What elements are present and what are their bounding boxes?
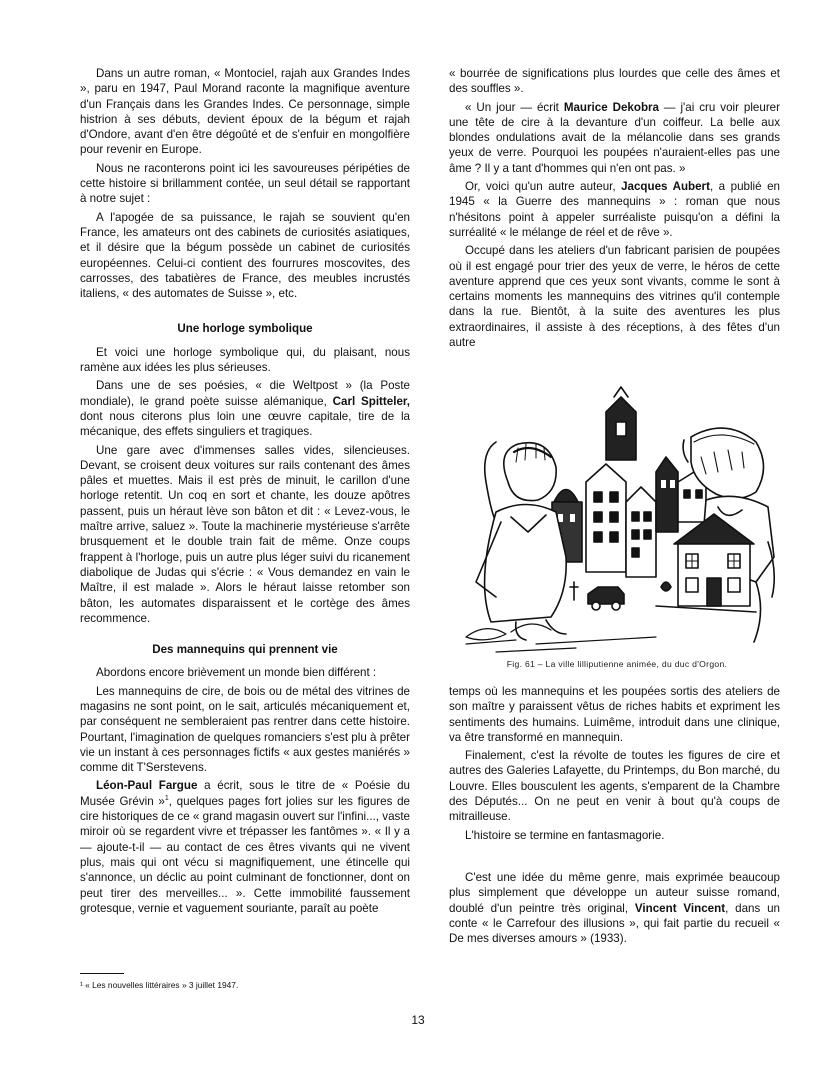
text-run: , dans un conte « le Carrefour des illusions », qui fait partie du recueil « De mes diverses amours » (1933). (449, 901, 780, 946)
text-run: a écrit, sous le titre de « Poésie du Musée Grévin » (80, 779, 410, 808)
section-heading: Des mannequins qui prennent vie (152, 643, 338, 657)
spacer (449, 846, 780, 870)
text-run: C'est une idée du même genre, mais exprimée beaucoup plus simplement que développe un auteur suisse romand, doublé d'un peintre très original, (449, 870, 780, 915)
figure (456, 382, 778, 670)
section-heading: Une horloge symbolique (177, 322, 313, 336)
paragraph: Et voici une horloge symbolique qui, du plaisant, nous ramène aux idées les plus sérieuses. (80, 345, 410, 375)
author-name: Léon-Paul Fargue (96, 779, 198, 793)
paragraph (80, 378, 410, 439)
page-number: 13 (411, 1013, 425, 1027)
author-name: Vincent Vincent (634, 901, 726, 915)
paragraph (449, 100, 780, 176)
right-column-lower-text (449, 684, 780, 946)
footnote-divider (80, 973, 124, 974)
paragraph: Abordons encore brièvement un monde bien différent : (96, 666, 377, 680)
paragraph (80, 778, 410, 916)
paragraph (449, 179, 780, 240)
paragraph: Finalement, c'est la révolte de toutes les figures de cire et autres des Galeries Lafayette, du Printemps, du Bon marché, du Louvre. Elles bousculent les agents, s'emparent de la Chambre des Députés... On ne peut en venir à bout qu'à coups de mitrailleuse. (449, 749, 780, 824)
author-name: Carl Spitteler, (332, 394, 410, 408)
footnote: ¹ « Les nouvelles littéraires » 3 juillet 1947. (80, 980, 239, 990)
footnote-marker: 1 (164, 794, 169, 802)
right-column-lower (449, 684, 780, 949)
paragraph: Les mannequins de cire, de bois ou de métal des vitrines de magasins ne sont point, on le sait, articulés mécaniquement et, par conséquent ne sembleraient pas rentrer dans cette histoire. Pourtant, l'imagination de quelques romanciers s'est plu à prêter vie un instant à ces personnages fictifs « aux gestes maniérés » comme dit T'Serstevens. (80, 684, 410, 775)
paragraph: Nous ne raconterons point ici les savoureuses péripéties de cette histoire si brillamment contée, un seul détail se rapportant à notre sujet : (80, 161, 410, 206)
author-name: Maurice Dekobra (563, 100, 659, 114)
left-column (80, 66, 410, 919)
text-run: Or, voici qu'un autre auteur, (465, 180, 622, 194)
paragraph: Occupé dans les ateliers d'un fabricant parisien de poupées où il est engagé pour trier des yeux de verre, le héros de cette aventure apprend que ces yeux sont vivants, comme le sont à certains moments les mannequins des vitrines qu'il contemple dans la rue. Bientôt, à la suite des aventures les plus extraordinaires, il assiste à des réceptions, à des fêtes d'un autre (449, 244, 780, 350)
paragraph: « bourrée de significations plus lourdes que celle des âmes et des souffles ». (449, 67, 780, 96)
text-run: , a publié en 1945 « la Guerre des mannequins » : roman que nous n'hésitons point à appeler surréaliste puisqu'on a défini la surréalité « le mélange de réel et de rêve ». (449, 180, 780, 239)
paragraph (449, 870, 780, 946)
paragraph: temps où les mannequins et les poupées sortis des ateliers de son maître y paraissent vêtus de riches habits et expriment les sentiments des humains. Luimême, introduit dans une clinique, va être transformé en mannequin. (449, 685, 780, 744)
text-run: Dans une de ses poésies, « die Weltpost » (la Poste mondiale), le grand poète suisse alémanique, (80, 379, 410, 408)
author-name: Jacques Aubert (621, 180, 710, 194)
text-run: — j'ai cru voir pleurer une tête de cire à la devanture d'un coiffeur. La belle aux blondes ondulations avait de la mélancolie dans ses grands yeux de verre. Pourquoi les poupées n'auraient-elles pas une âme ? Il y a tant d'hommes qui n'en ont pas. » (449, 100, 780, 175)
text-run: dont nous citerons plus loin une œuvre capitale, tire de la mécanique, des effets singuliers et tragiques. (80, 409, 410, 439)
paragraph: Une gare avec d'immenses salles vides, silencieuses. Devant, se croisent deux voitures sur rails contenant des âmes pâles et muettes. Mais il est près de minuit, le carillon d'une horloge retentit. Un coq en sort et chante, les douze apôtres passent, puis un héraut lève son bâton et dit : « Levez-vous, le maître arrive, saluez ». Toute la machinerie mystérieuse s'arrête brusquement et le double train fait de même. Onze coups frappent à l'horloge, puis un autre plus léger suivi du ricanement diabolique de Judas qui s'écrie : « Vous demandez en vain le Maître, il est malade ». Alors le héraut laisse retomber son bâton, les automates disparaissent et le cortège des âmes recommence. (80, 443, 410, 625)
paragraph: L'histoire se termine en fantasmagorie. (465, 828, 665, 842)
text-run: , quelques pages fort jolies sur les figures de cire historiques de ce « grand magasin ouvert sur l'infini..., vaste miroir où se regardent vivre et trépasser les fantômes ». « Il y a — ajoute-t-il — au contact de ces êtres vivants qui ne vivent plus, mais qui ont vécu si magnifiquement, une étincelle qui s'annonce, un déclic au point culminant de fonctionner, dont on peut tirer des merveilles... ». Cette immobilité faussement grotesque, vernie et vaguement souriante, paraît au poète (80, 794, 410, 915)
paragraph: A l'apogée de sa puissance, le rajah se souvient qu'en France, les amateurs ont des cabinets de curiosités asiatiques, et il désire que la bégum possède un cabinet de curiosités européennes. Celui-ci contient des fourrures moscovites, des carrosses, des tabatières de France, des meubles incrustés italiens, « des automates de Suisse », etc. (80, 210, 410, 301)
figure-caption: Fig. 61 – La ville lilliputienne animée, du duc d'Orgon. (506, 659, 728, 669)
text-run: « Un jour — écrit (465, 100, 564, 114)
illustration-lilliputian-town (456, 382, 778, 657)
paragraph: Dans un autre roman, « Montociel, rajah aux Grandes Indes », paru en 1947, Paul Morand raconte la magnifique aventure d'un Français dans les Grandes Indes. Ce personnage, simple histrion à ses débuts, devient époux de la bégum et rajah d'Ondore, avant d'en être dégoûté et de s'enfuir en mongolfière pour revenir en Europe. (80, 67, 410, 157)
right-column (449, 66, 780, 353)
